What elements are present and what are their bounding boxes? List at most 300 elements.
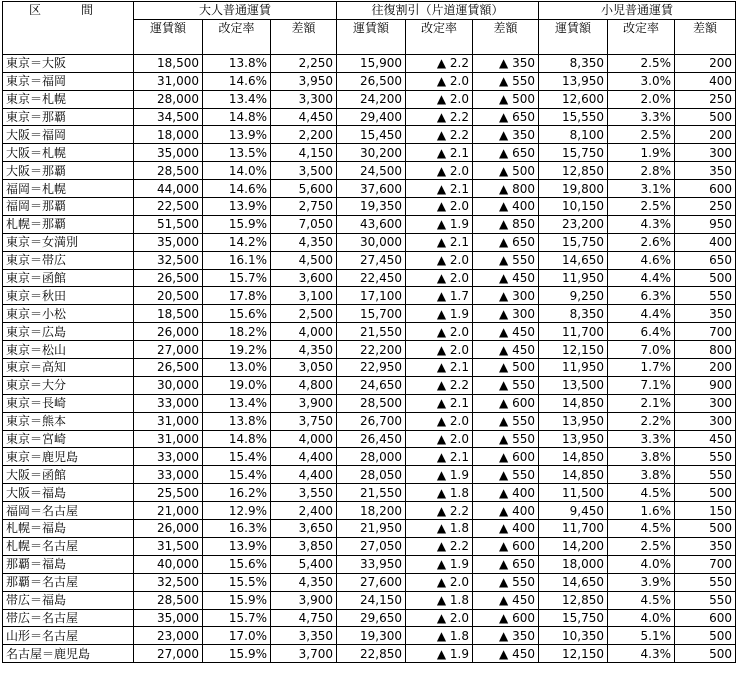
- child-rate-cell: 2.2%: [608, 412, 675, 430]
- adult-rate-cell: 19.2%: [203, 341, 271, 359]
- child-rate-cell: 4.0%: [608, 609, 675, 627]
- adult-rate-cell: 15.6%: [203, 555, 271, 573]
- round-fare-cell: 24,200: [337, 90, 406, 108]
- round-rate-cell: ▲ 2.0: [406, 162, 473, 180]
- adult-fare-cell: 32,500: [134, 251, 203, 269]
- adult-diff-cell: 4,800: [271, 376, 337, 394]
- round-diff-cell: ▲ 550: [473, 412, 539, 430]
- adult-fare-cell: 33,000: [134, 448, 203, 466]
- adult-diff-cell: 2,200: [271, 126, 337, 144]
- child-rate-cell: 2.5%: [608, 537, 675, 555]
- adult-diff-cell: 3,350: [271, 627, 337, 645]
- round-diff-cell: ▲ 650: [473, 233, 539, 251]
- route-cell: 那覇＝名古屋: [3, 573, 134, 591]
- adult-fare-cell: 18,500: [134, 54, 203, 72]
- round-diff-cell: ▲ 600: [473, 609, 539, 627]
- route-cell: 福岡＝那覇: [3, 198, 134, 216]
- round-fare-cell: 29,400: [337, 108, 406, 126]
- table-row: [3, 126, 736, 144]
- round-diff-cell: ▲ 500: [473, 90, 539, 108]
- child-diff-cell: 350: [675, 537, 736, 555]
- adult-rate-cell: 16.1%: [203, 251, 271, 269]
- round-diff-cell: ▲ 550: [473, 573, 539, 591]
- round-rate-cell: ▲ 1.9: [406, 466, 473, 484]
- adult-diff-cell: 5,400: [271, 555, 337, 573]
- adult-fare-cell: 34,500: [134, 108, 203, 126]
- child-rate-cell: 6.4%: [608, 323, 675, 341]
- round-rate-cell: ▲ 2.1: [406, 180, 473, 198]
- adult-diff-cell: 4,350: [271, 233, 337, 251]
- child-diff-cell: 700: [675, 323, 736, 341]
- child-rate-cell: 3.3%: [608, 108, 675, 126]
- route-cell: 東京＝大阪: [3, 54, 134, 72]
- round-fare-cell: 26,700: [337, 412, 406, 430]
- adult-rate-cell: 15.4%: [203, 448, 271, 466]
- child-diff-cell: 650: [675, 251, 736, 269]
- child-rate-cell: 7.0%: [608, 341, 675, 359]
- adult-fare-cell: 28,000: [134, 90, 203, 108]
- round-fare-cell: 22,200: [337, 341, 406, 359]
- child-rate-cell: 1.9%: [608, 144, 675, 162]
- table-row: [3, 537, 736, 555]
- child-rate-cell: 2.1%: [608, 394, 675, 412]
- round-fare-cell: 19,300: [337, 627, 406, 645]
- child-rate-cell: 1.6%: [608, 502, 675, 520]
- adult-diff-cell: 4,000: [271, 430, 337, 448]
- round-fare-cell: 22,950: [337, 359, 406, 377]
- child-fare-cell: 11,700: [539, 323, 608, 341]
- adult-diff-col: 差額: [271, 19, 337, 54]
- route-cell: 東京＝小松: [3, 305, 134, 323]
- child-rate-cell: 2.8%: [608, 162, 675, 180]
- round-diff-cell: ▲ 450: [473, 645, 539, 663]
- child-diff-cell: 450: [675, 430, 736, 448]
- round-diff-col: 差額: [473, 19, 539, 54]
- child-fare-cell: 14,200: [539, 537, 608, 555]
- table-row: [3, 394, 736, 412]
- child-diff-cell: 500: [675, 108, 736, 126]
- round-rate-cell: ▲ 1.9: [406, 305, 473, 323]
- adult-rate-cell: 15.9%: [203, 215, 271, 233]
- adult-fare-cell: 27,000: [134, 645, 203, 663]
- route-cell: 帯広＝名古屋: [3, 609, 134, 627]
- child-rate-cell: 4.3%: [608, 645, 675, 663]
- child-diff-cell: 550: [675, 591, 736, 609]
- adult-rate-cell: 18.2%: [203, 323, 271, 341]
- adult-fare-cell: 33,000: [134, 394, 203, 412]
- adult-diff-cell: 3,700: [271, 645, 337, 663]
- table-row: [3, 448, 736, 466]
- adult-fare-cell: 33,000: [134, 466, 203, 484]
- child-fare-cell: 13,950: [539, 72, 608, 90]
- table-row: [3, 144, 736, 162]
- round-rate-cell: ▲ 2.1: [406, 394, 473, 412]
- round-rate-cell: ▲ 2.0: [406, 323, 473, 341]
- route-cell: 東京＝宮崎: [3, 430, 134, 448]
- child-rate-cell: 2.0%: [608, 90, 675, 108]
- round-rate-cell: ▲ 2.0: [406, 341, 473, 359]
- child-diff-cell: 400: [675, 72, 736, 90]
- round-rate-cell: ▲ 2.0: [406, 430, 473, 448]
- round-rate-cell: ▲ 1.8: [406, 591, 473, 609]
- route-cell: 山形＝名古屋: [3, 627, 134, 645]
- child-diff-cell: 200: [675, 54, 736, 72]
- child-fare-cell: 12,850: [539, 162, 608, 180]
- child-rate-cell: 2.5%: [608, 198, 675, 216]
- child-rate-cell: 4.4%: [608, 269, 675, 287]
- route-cell: 大阪＝札幌: [3, 144, 134, 162]
- route-cell: 東京＝福岡: [3, 72, 134, 90]
- child-fare-cell: 13,950: [539, 412, 608, 430]
- round-fare-cell: 43,600: [337, 215, 406, 233]
- round-diff-cell: ▲ 400: [473, 520, 539, 538]
- adult-rate-cell: 17.0%: [203, 627, 271, 645]
- table-row: [3, 341, 736, 359]
- adult-diff-cell: 3,900: [271, 591, 337, 609]
- adult-rate-cell: 15.9%: [203, 645, 271, 663]
- round-diff-cell: ▲ 500: [473, 359, 539, 377]
- route-cell: 東京＝函館: [3, 269, 134, 287]
- route-cell: 札幌＝名古屋: [3, 537, 134, 555]
- round-rate-cell: ▲ 1.9: [406, 555, 473, 573]
- child-diff-cell: 550: [675, 287, 736, 305]
- adult-fare-cell: 18,500: [134, 305, 203, 323]
- route-cell: 東京＝札幌: [3, 90, 134, 108]
- round-rate-cell: ▲ 1.8: [406, 520, 473, 538]
- round-fare-cell: 28,000: [337, 448, 406, 466]
- table-row: [3, 54, 736, 72]
- table-row: [3, 430, 736, 448]
- round-fare-cell: 28,500: [337, 394, 406, 412]
- adult-rate-cell: 15.9%: [203, 591, 271, 609]
- round-fare-cell: 29,650: [337, 609, 406, 627]
- round-fare-cell: 30,200: [337, 144, 406, 162]
- child-fare-col: 運賃額: [539, 19, 608, 54]
- adult-rate-cell: 15.7%: [203, 269, 271, 287]
- round-trip-header: 往復割引（片道運賃額）: [337, 2, 539, 20]
- child-rate-cell: 3.0%: [608, 72, 675, 90]
- table-row: [3, 269, 736, 287]
- adult-fare-cell: 30,000: [134, 376, 203, 394]
- table-row: [3, 108, 736, 126]
- child-diff-cell: 950: [675, 215, 736, 233]
- adult-diff-cell: 4,750: [271, 609, 337, 627]
- child-rate-cell: 2.5%: [608, 126, 675, 144]
- adult-diff-cell: 3,900: [271, 394, 337, 412]
- adult-fare-cell: 32,500: [134, 573, 203, 591]
- round-fare-cell: 26,450: [337, 430, 406, 448]
- child-fare-cell: 8,350: [539, 54, 608, 72]
- child-rate-cell: 4.5%: [608, 520, 675, 538]
- child-diff-cell: 500: [675, 520, 736, 538]
- child-diff-cell: 400: [675, 233, 736, 251]
- adult-rate-cell: 16.2%: [203, 484, 271, 502]
- adult-fare-cell: 35,000: [134, 144, 203, 162]
- adult-fare-cell: 25,500: [134, 484, 203, 502]
- adult-fare-cell: 26,000: [134, 520, 203, 538]
- round-fare-cell: 21,550: [337, 484, 406, 502]
- child-rate-cell: 2.6%: [608, 233, 675, 251]
- child-diff-cell: 550: [675, 466, 736, 484]
- adult-fare-cell: 31,500: [134, 537, 203, 555]
- table-row: [3, 466, 736, 484]
- route-cell: 東京＝熊本: [3, 412, 134, 430]
- child-rate-cell: 2.5%: [608, 54, 675, 72]
- group-header-row: [3, 2, 736, 20]
- adult-diff-cell: 4,350: [271, 573, 337, 591]
- table-row: [3, 162, 736, 180]
- child-rate-cell: 4.4%: [608, 305, 675, 323]
- child-fare-cell: 14,650: [539, 573, 608, 591]
- adult-rate-cell: 15.6%: [203, 305, 271, 323]
- round-diff-cell: ▲ 550: [473, 72, 539, 90]
- adult-rate-cell: 14.6%: [203, 180, 271, 198]
- route-cell: 福岡＝札幌: [3, 180, 134, 198]
- round-rate-cell: ▲ 2.2: [406, 502, 473, 520]
- child-diff-cell: 550: [675, 448, 736, 466]
- adult-fare-cell: 21,000: [134, 502, 203, 520]
- round-fare-cell: 17,100: [337, 287, 406, 305]
- round-fare-cell: 28,050: [337, 466, 406, 484]
- adult-fare-cell: 18,000: [134, 126, 203, 144]
- child-rate-cell: 4.6%: [608, 251, 675, 269]
- round-fare-cell: 21,950: [337, 520, 406, 538]
- table-row: [3, 412, 736, 430]
- adult-diff-cell: 3,850: [271, 537, 337, 555]
- adult-rate-cell: 13.8%: [203, 412, 271, 430]
- round-fare-cell: 22,450: [337, 269, 406, 287]
- table-row: [3, 233, 736, 251]
- adult-rate-cell: 17.8%: [203, 287, 271, 305]
- child-fare-cell: 15,750: [539, 609, 608, 627]
- round-fare-cell: 37,600: [337, 180, 406, 198]
- round-fare-cell: 19,350: [337, 198, 406, 216]
- round-diff-cell: ▲ 350: [473, 627, 539, 645]
- route-cell: 帯広＝福島: [3, 591, 134, 609]
- child-fare-cell: 11,950: [539, 269, 608, 287]
- table-row: [3, 627, 736, 645]
- child-fare-cell: 12,600: [539, 90, 608, 108]
- fare-table: [2, 1, 736, 663]
- adult-fare-cell: 31,000: [134, 430, 203, 448]
- child-diff-cell: 550: [675, 573, 736, 591]
- adult-rate-cell: 14.2%: [203, 233, 271, 251]
- adult-fare-col: 運賃額: [134, 19, 203, 54]
- child-diff-cell: 600: [675, 609, 736, 627]
- child-diff-cell: 200: [675, 126, 736, 144]
- adult-diff-cell: 4,000: [271, 323, 337, 341]
- adult-diff-cell: 7,050: [271, 215, 337, 233]
- adult-rate-cell: 13.9%: [203, 126, 271, 144]
- adult-fare-cell: 31,000: [134, 72, 203, 90]
- route-cell: 那覇＝福島: [3, 555, 134, 573]
- adult-fare-cell: 51,500: [134, 215, 203, 233]
- adult-fare-cell: 31,000: [134, 412, 203, 430]
- round-rate-cell: ▲ 2.0: [406, 90, 473, 108]
- child-diff-cell: 800: [675, 341, 736, 359]
- round-rate-cell: ▲ 2.1: [406, 233, 473, 251]
- round-rate-cell: ▲ 2.0: [406, 72, 473, 90]
- round-diff-cell: ▲ 850: [473, 215, 539, 233]
- adult-rate-cell: 12.9%: [203, 502, 271, 520]
- child-diff-cell: 350: [675, 162, 736, 180]
- round-diff-cell: ▲ 800: [473, 180, 539, 198]
- child-diff-cell: 350: [675, 305, 736, 323]
- table-row: [3, 215, 736, 233]
- round-diff-cell: ▲ 500: [473, 162, 539, 180]
- table-row: [3, 520, 736, 538]
- round-rate-cell: ▲ 2.0: [406, 251, 473, 269]
- table-row: [3, 573, 736, 591]
- adult-diff-cell: 3,300: [271, 90, 337, 108]
- child-diff-cell: 600: [675, 180, 736, 198]
- round-rate-cell: ▲ 2.2: [406, 54, 473, 72]
- child-fare-cell: 14,850: [539, 394, 608, 412]
- round-diff-cell: ▲ 550: [473, 430, 539, 448]
- round-rate-cell: ▲ 1.8: [406, 627, 473, 645]
- route-cell: 東京＝鹿児島: [3, 448, 134, 466]
- child-rate-cell: 3.3%: [608, 430, 675, 448]
- round-fare-cell: 15,700: [337, 305, 406, 323]
- round-rate-cell: ▲ 2.2: [406, 108, 473, 126]
- round-fare-cell: 15,450: [337, 126, 406, 144]
- round-fare-cell: 27,450: [337, 251, 406, 269]
- route-cell: 札幌＝那覇: [3, 215, 134, 233]
- adult-diff-cell: 4,450: [271, 108, 337, 126]
- child-diff-cell: 900: [675, 376, 736, 394]
- round-diff-cell: ▲ 600: [473, 394, 539, 412]
- table-row: [3, 198, 736, 216]
- adult-rate-cell: 16.3%: [203, 520, 271, 538]
- adult-fare-cell: 35,000: [134, 233, 203, 251]
- child-diff-cell: 700: [675, 555, 736, 573]
- route-cell: 東京＝女満別: [3, 233, 134, 251]
- child-rate-cell: 4.5%: [608, 591, 675, 609]
- child-diff-cell: 500: [675, 645, 736, 663]
- round-fare-cell: 24,500: [337, 162, 406, 180]
- adult-diff-cell: 4,400: [271, 466, 337, 484]
- round-diff-cell: ▲ 400: [473, 502, 539, 520]
- round-rate-cell: ▲ 2.1: [406, 144, 473, 162]
- round-rate-cell: ▲ 1.7: [406, 287, 473, 305]
- child-fare-cell: 19,800: [539, 180, 608, 198]
- child-fare-cell: 23,200: [539, 215, 608, 233]
- route-cell: 東京＝松山: [3, 341, 134, 359]
- round-diff-cell: ▲ 650: [473, 555, 539, 573]
- table-row: [3, 90, 736, 108]
- child-fare-cell: 13,500: [539, 376, 608, 394]
- child-fare-header: 小児普通運賃: [539, 2, 736, 20]
- adult-diff-cell: 3,100: [271, 287, 337, 305]
- adult-diff-cell: 2,500: [271, 305, 337, 323]
- table-row: [3, 251, 736, 269]
- table-row: [3, 484, 736, 502]
- round-fare-cell: 27,600: [337, 573, 406, 591]
- child-fare-cell: 11,500: [539, 484, 608, 502]
- adult-rate-cell: 13.0%: [203, 359, 271, 377]
- route-cell: 大阪＝函館: [3, 466, 134, 484]
- child-fare-cell: 13,950: [539, 430, 608, 448]
- round-fare-cell: 24,650: [337, 376, 406, 394]
- table-row: [3, 323, 736, 341]
- route-cell: 大阪＝福岡: [3, 126, 134, 144]
- table-row: [3, 180, 736, 198]
- round-diff-cell: ▲ 600: [473, 448, 539, 466]
- adult-fare-cell: 35,000: [134, 609, 203, 627]
- adult-fare-header: 大人普通運賃: [134, 2, 337, 20]
- child-diff-cell: 250: [675, 198, 736, 216]
- round-rate-cell: ▲ 2.0: [406, 573, 473, 591]
- route-cell: 東京＝広島: [3, 323, 134, 341]
- adult-fare-cell: 40,000: [134, 555, 203, 573]
- adult-rate-cell: 14.8%: [203, 430, 271, 448]
- round-fare-cell: 26,500: [337, 72, 406, 90]
- table-row: [3, 555, 736, 573]
- child-diff-cell: 300: [675, 144, 736, 162]
- child-fare-cell: 15,750: [539, 233, 608, 251]
- adult-fare-cell: 22,500: [134, 198, 203, 216]
- child-rate-cell: 3.9%: [608, 573, 675, 591]
- adult-rate-cell: 19.0%: [203, 376, 271, 394]
- child-rate-cell: 3.1%: [608, 180, 675, 198]
- round-rate-cell: ▲ 2.0: [406, 198, 473, 216]
- round-diff-cell: ▲ 550: [473, 466, 539, 484]
- child-rate-cell: 6.3%: [608, 287, 675, 305]
- child-diff-cell: 200: [675, 359, 736, 377]
- round-rate-cell: ▲ 1.9: [406, 215, 473, 233]
- adult-diff-cell: 3,650: [271, 520, 337, 538]
- round-rate-cell: ▲ 2.0: [406, 269, 473, 287]
- child-rate-cell: 4.3%: [608, 215, 675, 233]
- child-diff-cell: 250: [675, 90, 736, 108]
- round-fare-cell: 18,200: [337, 502, 406, 520]
- child-fare-cell: 18,000: [539, 555, 608, 573]
- child-fare-cell: 9,250: [539, 287, 608, 305]
- child-diff-cell: 300: [675, 412, 736, 430]
- table-row: [3, 72, 736, 90]
- round-rate-cell: ▲ 2.1: [406, 448, 473, 466]
- child-diff-cell: 500: [675, 269, 736, 287]
- child-rate-cell: 1.7%: [608, 359, 675, 377]
- table-row: [3, 287, 736, 305]
- adult-fare-cell: 23,000: [134, 627, 203, 645]
- adult-diff-cell: 3,500: [271, 162, 337, 180]
- round-fare-cell: 22,850: [337, 645, 406, 663]
- adult-fare-cell: 26,500: [134, 269, 203, 287]
- adult-diff-cell: 3,050: [271, 359, 337, 377]
- round-diff-cell: ▲ 400: [473, 484, 539, 502]
- child-fare-cell: 14,850: [539, 466, 608, 484]
- route-cell: 東京＝高知: [3, 359, 134, 377]
- adult-rate-cell: 15.4%: [203, 466, 271, 484]
- child-fare-cell: 11,700: [539, 520, 608, 538]
- adult-diff-cell: 3,600: [271, 269, 337, 287]
- adult-fare-cell: 20,500: [134, 287, 203, 305]
- adult-diff-cell: 4,500: [271, 251, 337, 269]
- adult-rate-cell: 14.8%: [203, 108, 271, 126]
- child-rate-cell: 3.8%: [608, 448, 675, 466]
- route-cell: 東京＝大分: [3, 376, 134, 394]
- child-rate-cell: 4.5%: [608, 484, 675, 502]
- adult-rate-cell: 13.4%: [203, 394, 271, 412]
- round-diff-cell: ▲ 450: [473, 269, 539, 287]
- route-cell: 東京＝長崎: [3, 394, 134, 412]
- table-row: [3, 502, 736, 520]
- adult-diff-cell: 3,550: [271, 484, 337, 502]
- child-fare-cell: 14,650: [539, 251, 608, 269]
- adult-fare-cell: 27,000: [134, 341, 203, 359]
- round-fare-cell: 30,000: [337, 233, 406, 251]
